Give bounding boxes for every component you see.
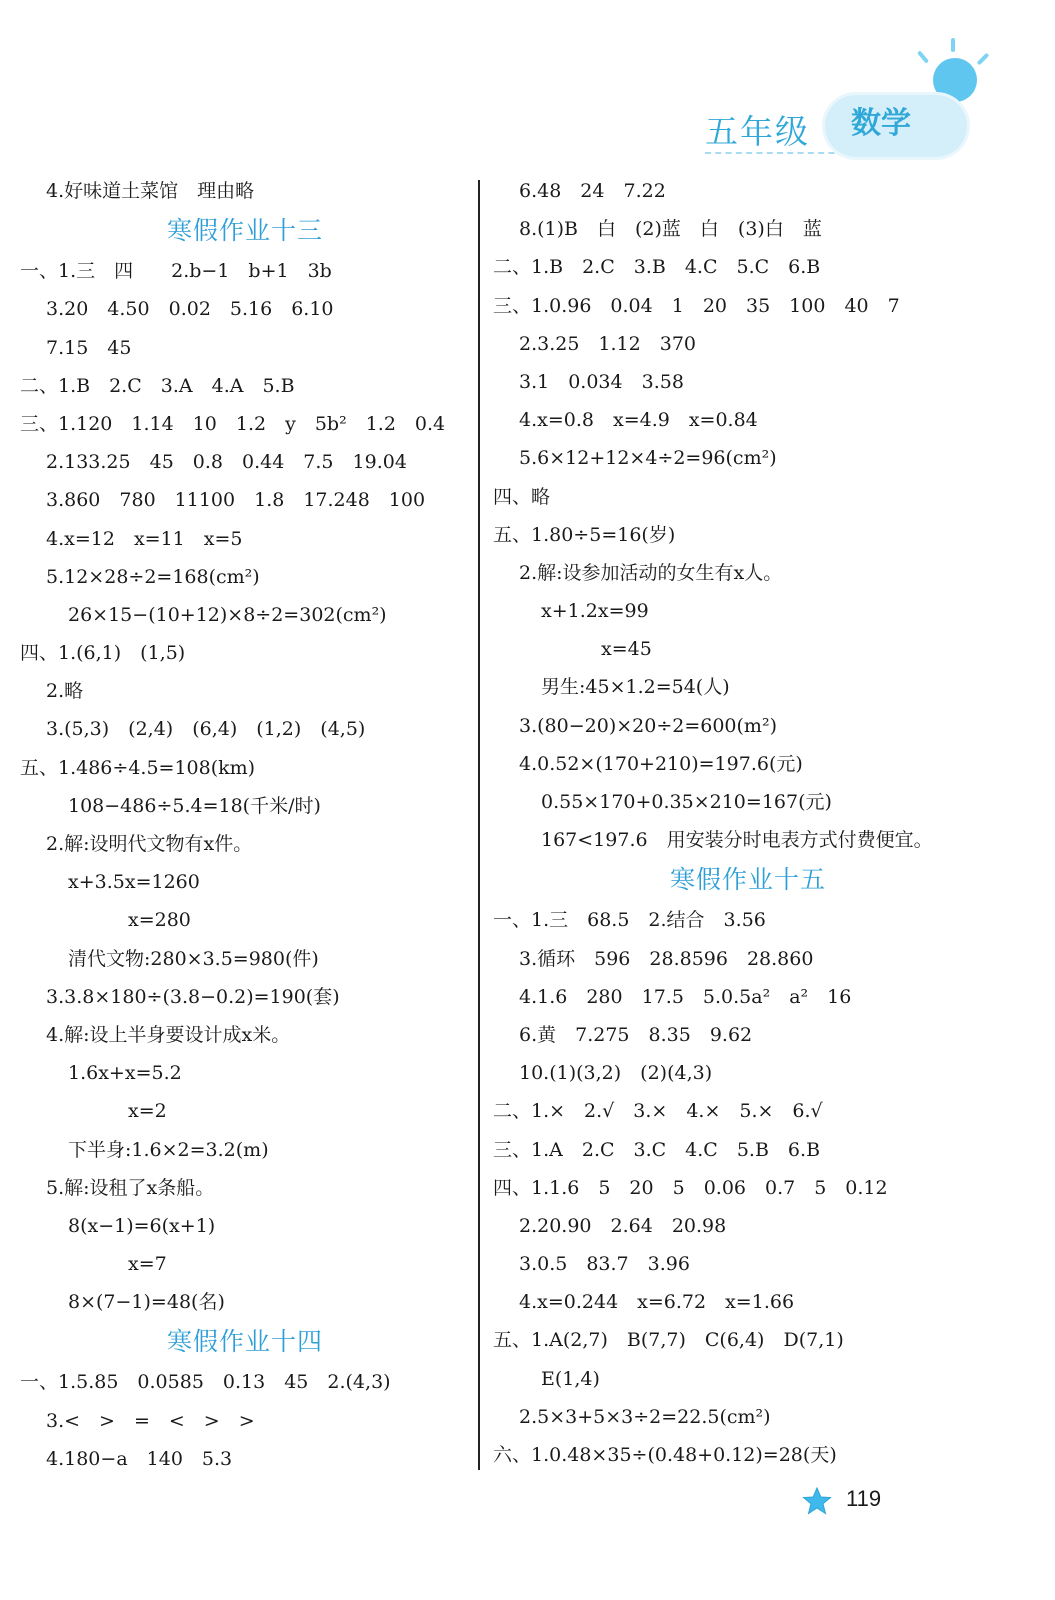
answer-line: x+3.5x=1260 [68,871,200,894]
answer-line: 2.解:设参加活动的女生有x人。 [519,561,783,584]
answer-line: 1.6x+x=5.2 [68,1062,182,1085]
answer-line: 3.20 4.50 0.02 5.16 6.10 [46,298,334,321]
answer-line: 8×(7−1)=48(名) [68,1291,225,1314]
answer-line: 3.860 780 11100 1.8 17.248 100 [46,489,426,512]
answer-line: 三、1.120 1.14 10 1.2 y 5b² 1.2 0.4 [20,412,446,435]
answer-line: 4.0.52×(170+210)=197.6(元) [519,752,803,775]
answer-line: 4.x=12 x=11 x=5 [46,527,243,550]
left-answer-column [20,172,470,1478]
answer-line: 5.解:设租了x条船。 [46,1176,215,1199]
answer-line: 一、1.三 68.5 2.结合 3.56 [493,909,766,932]
answer-line: 4.解:设上半身要设计成x米。 [46,1023,291,1046]
answer-line: 二、1.× 2.√ 3.× 4.× 5.× 6.√ [493,1100,823,1123]
answer-line: 4.x=0.244 x=6.72 x=1.66 [519,1291,795,1314]
answer-line: 6.48 24 7.22 [519,180,666,202]
answer-line: 8.(1)B 白 (2)蓝 白 (3)白 蓝 [519,218,822,241]
answer-line: 3.循环 596 28.8596 28.860 [519,947,814,970]
sun-ray-icon [951,38,955,52]
answer-line: 五、1.486÷4.5=108(km) [20,756,256,779]
grade-label: 五年级 [705,112,810,151]
answer-line: 6.黄 7.275 8.35 9.62 [519,1023,753,1046]
answer-line: 3.0.5 83.7 3.96 [519,1253,690,1276]
answer-line: 2.133.25 45 0.8 0.44 7.5 19.04 [46,451,407,474]
right-answer-column [493,172,1003,1474]
answer-line: 2.20.90 2.64 20.98 [519,1214,727,1237]
answer-line: 四、略 [493,485,551,508]
page-header [675,40,995,170]
answer-line: 2.3.25 1.12 370 [519,332,697,355]
section-title: 寒假作业十五 [669,865,826,895]
answer-line: 26×15−(10+12)×8÷2=302(cm²) [68,603,387,626]
answer-line: 3.(5,3) (2,4) (6,4) (1,2) (4,5) [46,718,366,741]
answer-line: 四、1.(6,1) (1,5) [20,642,186,665]
answer-line: 10.(1)(3,2) (2)(4,3) [519,1062,713,1085]
answer-line: 3.3.8×180÷(3.8−0.2)=190(套) [46,985,340,1008]
answer-line: x=2 [128,1100,167,1123]
answer-line: 清代文物:280×3.5=980(件) [68,947,319,970]
answer-line: 五、1.A(2,7) B(7,7) C(6,4) D(7,1) [493,1329,844,1352]
answer-line: 4.好味道土菜馆 理由略 [46,180,255,202]
page-number: 119 [846,1486,882,1511]
sun-ray-icon [977,53,990,66]
answer-line: x=280 [128,909,191,932]
page-footer [800,1480,1050,1540]
answer-line: 108−486÷5.4=18(千米/时) [68,794,321,817]
answer-line: 0.55×170+0.35×210=167(元) [541,791,832,813]
subject-label: 数学 [851,106,911,141]
answer-line: 2.5×3+5×3÷2=22.5(cm²) [519,1405,771,1428]
answer-line: 5.12×28÷2=168(cm²) [46,565,260,588]
answer-line: 5.6×12+12×4÷2=96(cm²) [519,447,777,470]
column-divider [478,180,480,1470]
sun-ray-icon [917,50,929,63]
answer-line: 四、1.1.6 5 20 5 0.06 0.7 5 0.12 [493,1176,888,1199]
answer-line: x+1.2x=99 [541,600,649,623]
answer-line: 二、1.B 2.C 3.A 4.A 5.B [20,374,295,397]
answer-line: 六、1.0.48×35÷(0.48+0.12)=28(天) [493,1444,837,1466]
answer-line: 4.x=0.8 x=4.9 x=0.84 [519,409,758,432]
answer-line: 五、1.80÷5=16(岁) [493,523,676,546]
answer-line: 二、1.B 2.C 3.B 4.C 5.C 6.B [493,256,821,279]
answer-line: 2.解:设明代文物有x件。 [46,833,253,855]
section-title: 寒假作业十四 [166,1327,323,1357]
answer-line: 4.180−a 140 5.3 [46,1447,233,1470]
answer-line: E(1,4) [541,1367,600,1390]
answer-line: 3.1 0.034 3.58 [519,370,684,393]
answer-line: 3.(80−20)×20÷2=600(m²) [519,714,777,737]
answer-line: 男生:45×1.2=54(人) [541,676,730,699]
answer-line: x=45 [601,638,652,661]
section-title: 寒假作业十三 [166,216,323,246]
answer-line: 167<197.6 用安装分时电表方式付费便宜。 [541,829,933,852]
answer-line: 一、1.三 四 2.b−1 b+1 3b [20,260,332,283]
answer-line: 2.略 [46,680,84,703]
answer-line: 8(x−1)=6(x+1) [68,1214,216,1237]
star-icon [802,1486,832,1516]
answer-line: 下半身:1.6×2=3.2(m) [68,1138,269,1161]
answer-line: 3.< > = < > > [46,1409,255,1432]
answer-line: 7.15 45 [46,336,132,359]
answer-line: 三、1.A 2.C 3.C 4.C 5.B 6.B [493,1138,821,1161]
answer-line: 4.1.6 280 17.5 5.0.5a² a² 16 [519,985,852,1008]
answer-line: 三、1.0.96 0.04 1 20 35 100 40 7 [493,294,900,317]
answer-line: x=7 [128,1253,167,1276]
answer-line: 一、1.5.85 0.0585 0.13 45 2.(4,3) [20,1371,391,1394]
